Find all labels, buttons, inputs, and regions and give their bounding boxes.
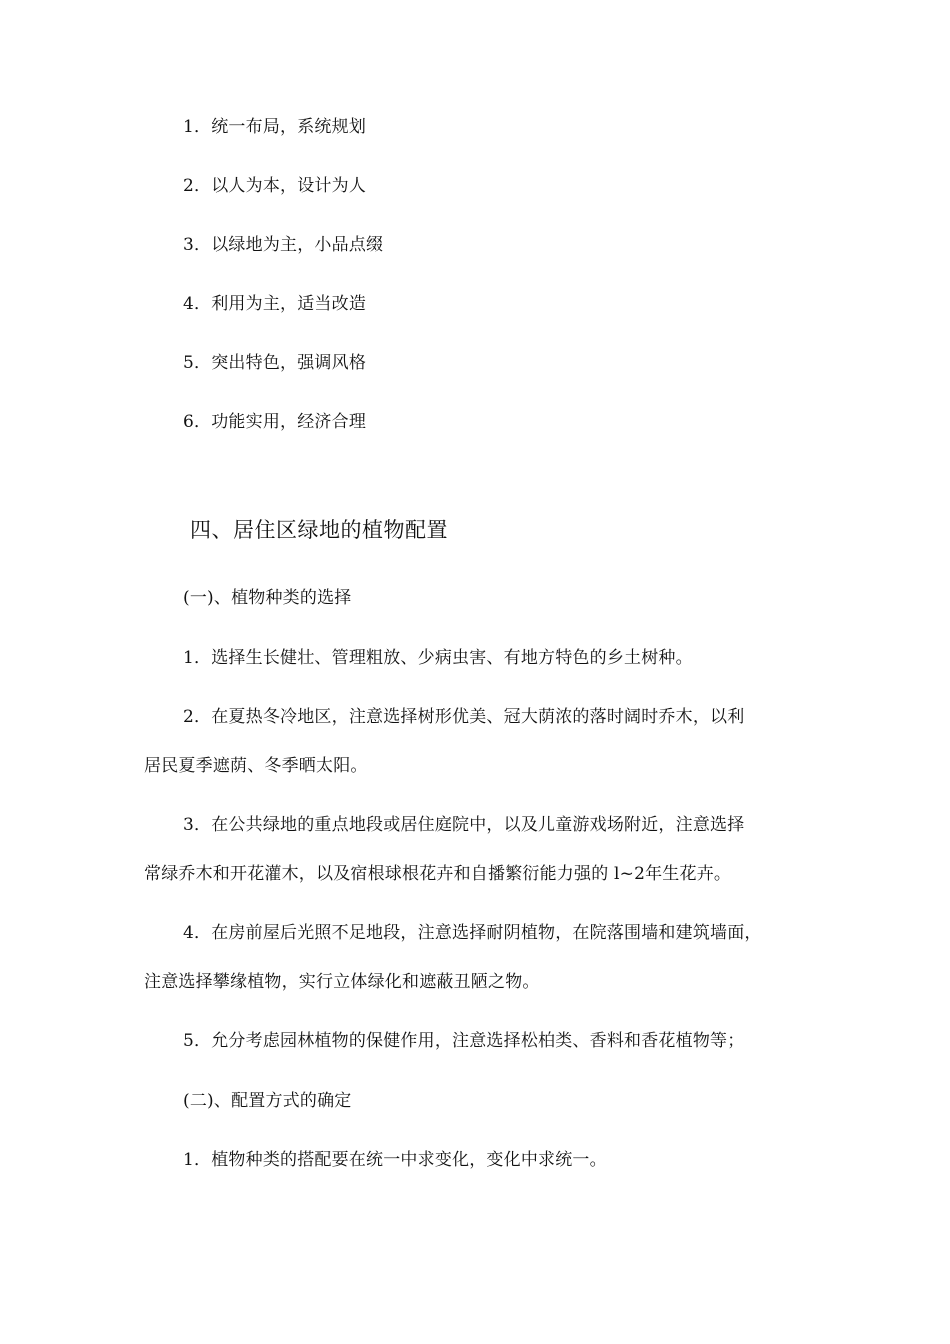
principle-item-6: 6．功能实用，经济合理 — [183, 412, 367, 432]
principle-item-2: 2．以人为本，设计为人 — [183, 176, 367, 196]
principle-item-3: 3．以绿地为主，小品点缀 — [183, 235, 384, 255]
selection-item-3-line-1: 3．在公共绿地的重点地段或居住庭院中，以及儿童游戏场附近，注意选择 — [183, 815, 745, 835]
subsection-title-1: (一)、植物种类的选择 — [183, 588, 352, 608]
configuration-item-1: 1．植物种类的搭配要在统一中求变化，变化中求统一。 — [183, 1150, 607, 1170]
selection-item-2-line-2: 居民夏季遮荫、冬季晒太阳。 — [144, 756, 368, 776]
principle-item-1: 1．统一布局，系统规划 — [183, 117, 367, 137]
selection-item-4-line-1: 4．在房前屋后光照不足地段，注意选择耐阴植物，在院落围墙和建筑墙面， — [183, 923, 762, 943]
selection-item-1: 1．选择生长健壮、管理粗放、少病虫害、有地方特色的乡土树种。 — [183, 648, 693, 668]
selection-item-5: 5．允分考虑园林植物的保健作用，注意选择松柏类、香料和香花植物等； — [183, 1031, 745, 1051]
selection-item-4-line-2: 注意选择攀缘植物，实行立体绿化和遮蔽丑陋之物。 — [144, 972, 540, 992]
principle-item-4: 4．利用为主，适当改造 — [183, 294, 367, 314]
subsection-title-2: (二)、配置方式的确定 — [183, 1091, 352, 1111]
section-heading: 四、居住区绿地的植物配置 — [190, 518, 448, 542]
selection-item-2-line-1: 2．在夏热冬冷地区，注意选择树形优美、冠大荫浓的落时阔时乔木，以利 — [183, 707, 745, 727]
selection-item-3-line-2: 常绿乔木和开花灌木，以及宿根球根花卉和自播繁衍能力强的 l~2年生花卉。 — [144, 864, 732, 884]
principle-item-5: 5．突出特色，强调风格 — [183, 353, 367, 373]
